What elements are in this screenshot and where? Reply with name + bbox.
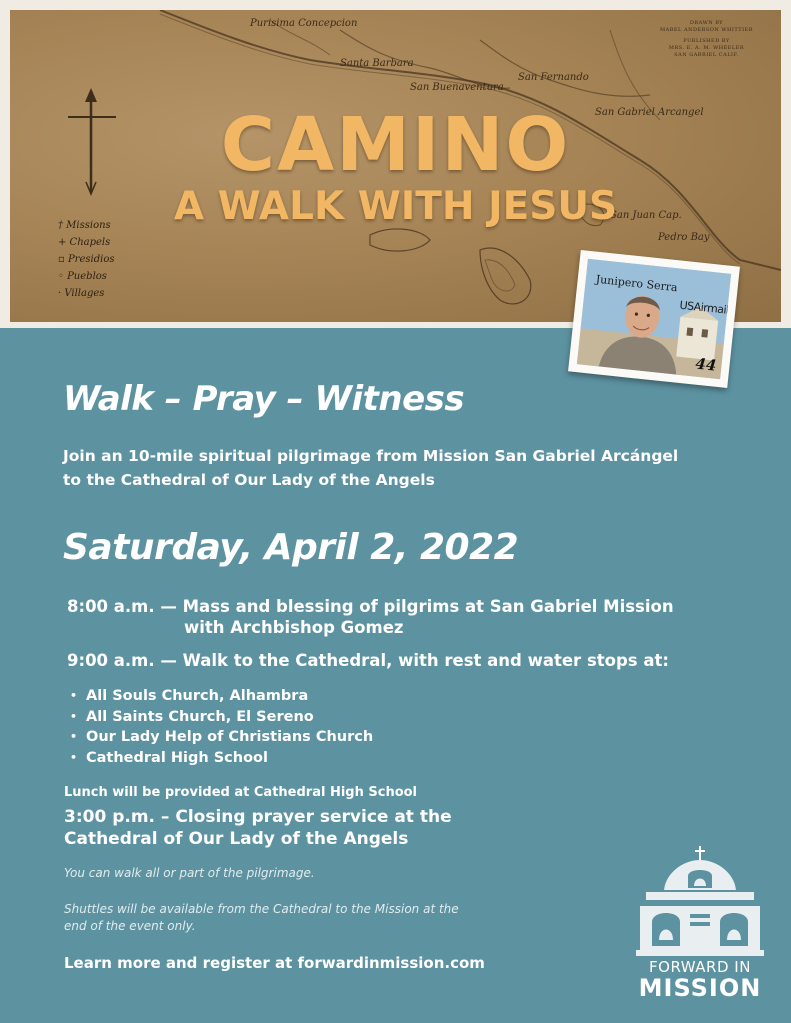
junipero-serra-stamp bbox=[568, 250, 740, 388]
register-line: Learn more and register at forwardinmission.com bbox=[64, 954, 485, 972]
legend-item: · Villages bbox=[58, 288, 105, 299]
register-link[interactable]: forwardinmission.com bbox=[297, 954, 485, 972]
map-label: Purisima Concepcion bbox=[250, 18, 358, 29]
map-legend bbox=[58, 217, 114, 302]
schedule-item-closing: 3:00 p.m. – Closing prayer service at the Cathedral of Our Lady of the Angels bbox=[64, 807, 452, 849]
legend-item: ◦ Pueblos bbox=[58, 271, 107, 282]
legend-item: ▫ Presidios bbox=[58, 254, 115, 265]
map-label: Pedro Bay bbox=[658, 232, 710, 243]
rest-stop-item: • Our Lady Help of Christians Church bbox=[70, 727, 373, 748]
poster-subtitle: A WALK WITH JESUS bbox=[173, 184, 618, 229]
rest-stop-item: • All Saints Church, El Sereno bbox=[70, 707, 373, 728]
map-label: San Juan Cap. bbox=[610, 210, 682, 221]
rest-stop-item: • Cathedral High School bbox=[70, 748, 373, 769]
stamp-value: 44 bbox=[694, 354, 718, 375]
stamp-name: Junipero Serra bbox=[595, 272, 679, 295]
map-label: San Gabriel Arcangel bbox=[595, 107, 704, 118]
tagline: Walk – Pray – Witness bbox=[63, 379, 465, 419]
logo-text-line1: FORWARD IN bbox=[649, 958, 751, 976]
stamp-airmail: USAirmail bbox=[678, 298, 730, 317]
logo-text-line2: MISSION bbox=[638, 974, 762, 1002]
forward-in-mission-logo bbox=[636, 846, 764, 1002]
legend-item: + Chapels bbox=[58, 237, 111, 248]
intro-text: Join an 10-mile spiritual pilgrimage from Mission San Gabriel Arcángel to the Cathedral of Our Lady of the Angels bbox=[63, 447, 679, 489]
poster-title: CAMINO bbox=[220, 102, 571, 188]
schedule-item-walk: 9:00 a.m. — Walk to the Cathedral, with rest and water stops at: bbox=[67, 651, 669, 670]
event-date: Saturday, April 2, 2022 bbox=[63, 527, 519, 568]
schedule-item-mass: 8:00 a.m. — Mass and blessing of pilgrims at San Gabriel Mission with Archbishop Gomez bbox=[67, 597, 674, 637]
map-label: Santa Barbara bbox=[340, 58, 414, 69]
mission-bell-tower-icon bbox=[636, 846, 764, 958]
rest-stops-list bbox=[70, 686, 373, 768]
rest-stop-item: • All Souls Church, Alhambra bbox=[70, 686, 373, 707]
map-label: San Buenaventura bbox=[410, 82, 504, 93]
legend-item: † Missions bbox=[58, 220, 111, 231]
map-attribution: DRAWN BY MABEL ANDERSON WHITTIER PUBLISHED BY MRS. E. A. M. WHEELER SAN GABRIEL CALIF. bbox=[660, 20, 753, 58]
lunch-note: Lunch will be provided at Cathedral High School bbox=[64, 785, 418, 800]
note-shuttles: Shuttles will be available from the Cathedral to the Mission at the end of the event only. bbox=[64, 902, 459, 933]
map-label: San Fernando bbox=[518, 72, 589, 83]
note-partial-walk: You can walk all or part of the pilgrimage. bbox=[64, 866, 315, 880]
